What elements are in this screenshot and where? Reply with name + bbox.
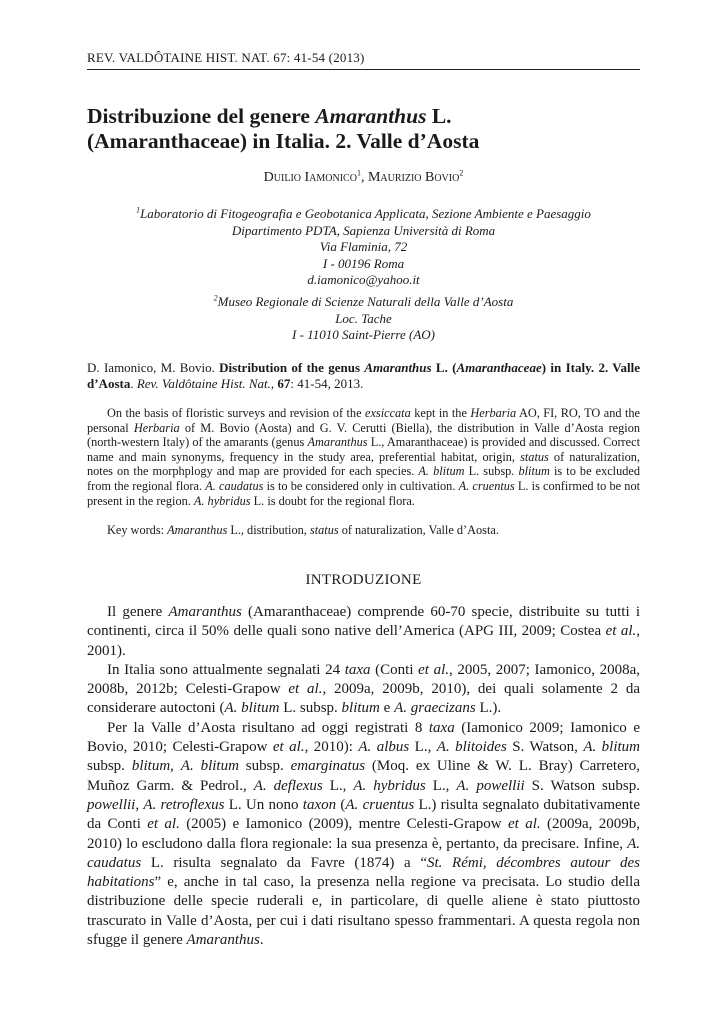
author-list [87, 170, 640, 186]
title-text: L. [426, 104, 452, 128]
running-head: REV. VALDÔTAINE HIST. NAT. 67: 41-54 (2013) [87, 50, 640, 70]
affiliation-line: I - 11010 Saint-Pierre (AO) [292, 327, 435, 342]
paragraph: In Italia sono attualmente segnalati 24 taxa (Conti et al., 2005, 2007; Iamonico, 2008a, 2008b, 2012b; Celesti-Grapow et al., 2009a, 2009b, 2010), dei quali solamente 2 da considerare autoctoni (A. blitum L. subsp. blitum e A. graecizans L.). [87, 661, 640, 717]
affiliation-line: $^2$Museo Regionale di Scienze Naturali della Valle d’Aosta [213, 293, 514, 309]
author-name: Duilio Iamonico [263, 170, 357, 185]
affiliation-line: I - 00196 Roma [322, 255, 405, 271]
paragraph: Il genere Amaranthus (Amaranthaceae) comprende 60-70 specie, distribuite su tutti i continenti, circa il 50% delle quali sono native dell’America (APG III, 2009; Costea et al., 2001). [87, 604, 641, 659]
title-text: Distribuzione del genere [87, 104, 316, 128]
affiliation-line: Loc. Tache [335, 310, 392, 326]
title-line2: (Amaranthaceae) in Italia. 2. Valle d’Aosta [87, 129, 480, 153]
abstract: On the basis of floristic surveys and revision of the exsiccata kept in the Herbaria AO, FI, RO, TO and the personal Herbaria of M. Bovio (Aosta) and G. V. Cerutti (Biella), the distribution in Valle d’Aosta region (north-western Italy) of the amarants (genus Amaranthus L., Amaranthaceae) is provided and discussed. Correct name and main synonyms, frequency in the study area, preferential habitat, origin, status of naturalization, notes on the morphplogy and map are provided for each species. A. blitum L. subsp. blitum is to be excluded from the regional flora. A. caudatus is to be considered only in cultivation. A. cruentus L. is confirmed to be not present in the region. A. hybridus L. is doubt for the regional flora. [87, 406, 641, 508]
author-separator: , [360, 170, 368, 185]
affiliation-line: $^1$Laboratorio di Fitogeografia e Geobotanica Applicata, Sezione Ambiente e Paesaggio [136, 205, 591, 221]
author-affil-mark: 2 [459, 168, 464, 178]
author-affil-mark: 1 [356, 168, 361, 178]
affiliation-email[interactable]: d.iamonico@yahoo.it [307, 272, 420, 287]
affiliation-line: Via Flaminia, 72 [319, 239, 408, 254]
citation-journal: Rev. Valdôtaine Hist. Nat. [136, 376, 271, 391]
affiliation-1 [87, 206, 640, 289]
section-heading: INTRODUZIONE [305, 572, 422, 588]
affiliation-mark: 2 [213, 293, 218, 303]
paper-title [87, 104, 640, 154]
author-name: Maurizio Bovio [367, 170, 460, 185]
body-text [87, 603, 640, 950]
paragraph: Per la Valle d’Aosta risultano ad oggi registrati 8 taxa (Iamonico 2009; Iamonico e Bovio, 2010; Celesti-Grapow et al., 2010): A. albus L., A. blitoides S. Watson, A. blitum subsp. blitum, A. blitum subsp. emarginatus (Moq. ex Uline & W. L. Bray) Carretero, Muñoz Garm. & Pedrol., A. deflexus L., A. hybridus L., A. powellii S. Watson subsp. powellii, A. retroflexus L. Un nono taxon (A. cruentus L.) risulta segnalato dubitativamente da Conti et al. (2005) e Iamonico (2009), mentre Celesti-Grapow et al. (2009a, 2009b, 2010) lo escludono dalla flora regionale: la sua presenza è, pertanto, da precisare. Infine, A. caudatus L. risulta segnalato da Favre (1874) a “St. Rémi, décombres autour des habitations” e, anche in tal caso, la presenza nella regione va precisata. Lo studio della distribuzione delle specie ruderali e, in particolare, di quelle aliene è stato piuttosto trascurato in Valle d’Aosta, per cui i dati risultano spesso frammentari. A questa regola non sfugge il genere Amaranthus. [87, 719, 641, 949]
affiliation-2 [87, 294, 640, 344]
citation: D. Iamonico, M. Bovio. Distribution of the genus Amaranthus L. (Amaranthaceae) in Italy. 2. Valle d’Aosta. Rev. Valdôtaine Hist. Nat., 67: 41-54, 2013. [87, 360, 640, 391]
keywords: Key words: Amaranthus L., distribution, status of naturalization, Valle d’Aosta. [107, 523, 499, 537]
affiliation-line: Dipartimento PDTA, Sapienza Università di Roma [231, 222, 496, 238]
affiliation-mark: 1 [136, 205, 141, 215]
citation-volume: 67 [277, 376, 291, 391]
title-genus: Amaranthus [315, 104, 427, 128]
